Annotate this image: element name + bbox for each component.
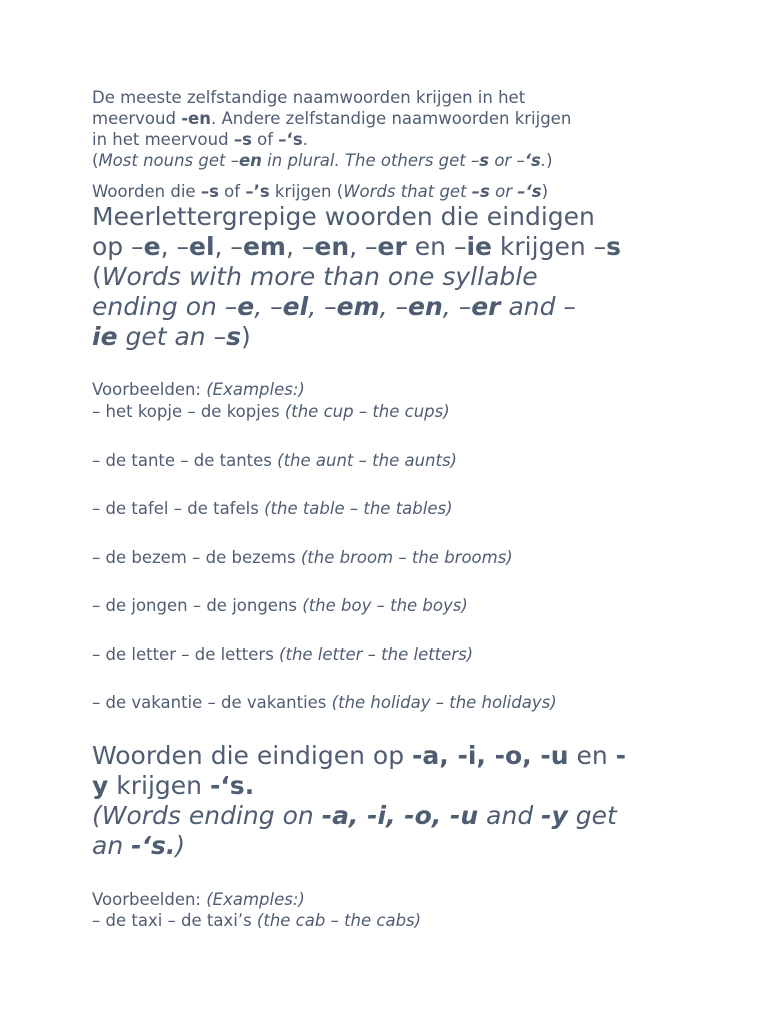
intro-line-3: in het meervoud –s of –‘s. xyxy=(92,130,308,149)
rule-1-line-1: Meerlettergrepige woorden die eindigen xyxy=(92,202,595,231)
rule-2-heading xyxy=(92,741,692,861)
examples-2-label: Voorbeelden: (Examples:) xyxy=(92,890,305,909)
example-item: – de tafel – de tafels (the table – the tables) xyxy=(92,499,453,518)
intro-paragraph xyxy=(92,87,692,171)
rule-1-line-4: ending on –e, –el, –em, –en, –er and – xyxy=(92,292,576,321)
example-item: – de letter – de letters (the letter – the letters) xyxy=(92,645,474,664)
rule-2-line-2: y krijgen -‘s. xyxy=(92,771,255,800)
example-item: – de vakantie – de vakanties (the holiday – the holidays) xyxy=(92,693,557,712)
intro-line-2: meervoud -en. Andere zelfstandige naamwoorden krijgen xyxy=(92,109,572,128)
rule-1-line-5: ie get an –s) xyxy=(92,322,251,351)
intro-line-4: (Most nouns get –en in plural. The others get –s or –‘s.) xyxy=(92,151,553,170)
example-item: – de tante – de tantes (the aunt – the aunts) xyxy=(92,451,457,470)
rule-1-line-3: (Words with more than one syllable xyxy=(92,262,538,291)
examples-1-label: Voorbeelden: (Examples:) xyxy=(92,380,305,399)
example-item: – de bezem – de bezems (the broom – the brooms) xyxy=(92,548,513,567)
example-item: – de jongen – de jongens (the boy – the boys) xyxy=(92,596,468,615)
rule-1-line-2: op –e, –el, –em, –en, –er en –ie krijgen –s xyxy=(92,232,622,261)
rule-2-line-3: (Words ending on -a, -i, -o, -u and -y get xyxy=(92,801,617,830)
subheading: Woorden die –s of –’s krijgen (Words that get –s or –‘s) xyxy=(92,182,549,201)
rule-2-line-4: an -‘s.) xyxy=(92,831,186,860)
rule-2-line-1: Woorden die eindigen op -a, -i, -o, -u en - xyxy=(92,741,627,770)
example-item: – het kopje – de kopjes (the cup – the cups) xyxy=(92,402,450,421)
rule-1-heading xyxy=(92,202,692,352)
example-item: – de taxi – de taxi’s (the cab – the cabs) xyxy=(92,911,422,930)
intro-line-1: De meeste zelfstandige naamwoorden krijgen in het xyxy=(92,88,526,107)
